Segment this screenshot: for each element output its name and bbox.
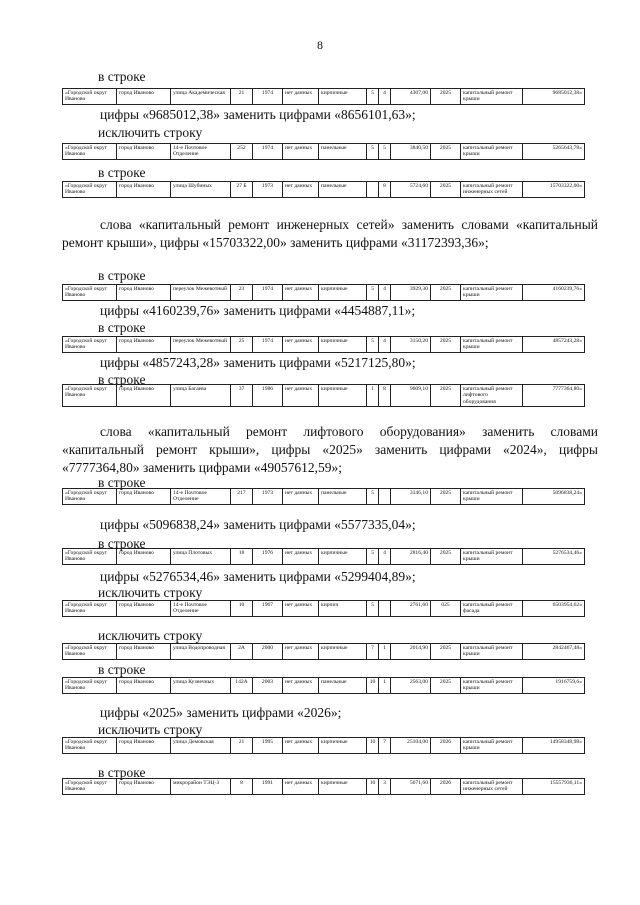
cell-year-renovated: нет данных bbox=[283, 385, 319, 407]
cell-planned-year: 2025 bbox=[431, 182, 461, 198]
cell-house-number: 37 bbox=[231, 385, 253, 407]
cell-entrances: 8 bbox=[379, 385, 391, 407]
cell-planned-year: 2025 bbox=[431, 385, 461, 407]
cell-municipality: «Городской округ Иваново bbox=[63, 644, 117, 660]
cell-work-type: капитальный ремонт фасада bbox=[461, 601, 523, 617]
table-row-cells bbox=[63, 489, 585, 505]
cell-wall-material: кирпичные bbox=[319, 89, 367, 105]
table-row bbox=[62, 600, 585, 617]
cell-floors bbox=[367, 182, 379, 198]
cell-year-renovated: нет данных bbox=[283, 285, 319, 301]
cell-floors: 5 bbox=[367, 489, 379, 505]
cell-wall-material: кирпичные bbox=[319, 337, 367, 353]
cell-wall-material: кирпичные bbox=[319, 549, 367, 565]
cell-year-renovated: нет данных bbox=[283, 182, 319, 198]
cell-planned-year: 2025 bbox=[431, 89, 461, 105]
cell-settlement: город Иваново bbox=[117, 182, 171, 198]
cell-floors: 10 bbox=[367, 779, 379, 795]
instruction-label: исключить строку bbox=[98, 722, 203, 737]
cell-entrances: 7 bbox=[379, 738, 391, 754]
cell-year-built: 1991 bbox=[253, 779, 283, 795]
cell-planned-year: 2025 bbox=[431, 337, 461, 353]
cell-settlement: город Иваново bbox=[117, 285, 171, 301]
cell-work-type: капитальный ремонт инженерных сетей bbox=[461, 779, 523, 795]
cell-area: 5724,60 bbox=[391, 182, 431, 198]
cell-entrances: 1 bbox=[379, 644, 391, 660]
cell-floors: 5 bbox=[367, 601, 379, 617]
cell-floors: 5 bbox=[367, 89, 379, 105]
cell-settlement: город Иваново bbox=[117, 678, 171, 694]
cell-area: 9609,10 bbox=[391, 385, 431, 407]
instruction-label: исключить строку bbox=[98, 585, 203, 600]
cell-street: 14-е Почтовое Отделение bbox=[171, 601, 231, 617]
table-row bbox=[62, 548, 585, 565]
cell-entrances: 4 bbox=[379, 89, 391, 105]
cell-house-number: 21 bbox=[231, 738, 253, 754]
cell-year-renovated: нет данных bbox=[283, 678, 319, 694]
cell-planned-year: 2026 bbox=[431, 779, 461, 795]
cell-year-renovated: нет данных bbox=[283, 738, 319, 754]
cell-area: 2014,90 bbox=[391, 644, 431, 660]
cell-year-renovated: нет данных bbox=[283, 89, 319, 105]
table-row bbox=[62, 384, 585, 407]
table-row-cells bbox=[63, 644, 585, 660]
cell-entrances: 4 bbox=[379, 285, 391, 301]
cell-cost: 5276534,46» bbox=[523, 549, 585, 565]
cell-house-number: 8 bbox=[231, 779, 253, 795]
cell-settlement: город Иваново bbox=[117, 489, 171, 505]
table-row-cells bbox=[63, 285, 585, 301]
table-row-cells bbox=[63, 144, 585, 160]
cell-year-renovated: нет данных bbox=[283, 489, 319, 505]
cell-floors: 5 bbox=[367, 549, 379, 565]
cell-year-renovated: нет данных bbox=[283, 601, 319, 617]
instruction-paragraph: цифры «4857243,28» заменить цифрами «5217125,80»; bbox=[100, 355, 416, 370]
cell-wall-material: кирпичные bbox=[319, 285, 367, 301]
instruction-paragraph: цифры «2025» заменить цифрами «2026»; bbox=[100, 705, 342, 720]
cell-work-type: капитальный ремонт лифтового оборудования bbox=[461, 385, 523, 407]
cell-settlement: город Иваново bbox=[117, 779, 171, 795]
cell-wall-material: панельные bbox=[319, 678, 367, 694]
cell-year-renovated: нет данных bbox=[283, 337, 319, 353]
cell-work-type: капитальный ремонт крыши bbox=[461, 738, 523, 754]
cell-entrances: 1 bbox=[379, 678, 391, 694]
instruction-paragraph: цифры «5276534,46» заменить цифрами «5299404,89»; bbox=[100, 569, 416, 584]
cell-entrances: 5 bbox=[379, 144, 391, 160]
cell-municipality: «Городской округ Иваново bbox=[63, 779, 117, 795]
cell-area: 3150,20 bbox=[391, 337, 431, 353]
cell-cost: 4160239,76» bbox=[523, 285, 585, 301]
cell-house-number: 252 bbox=[231, 144, 253, 160]
cell-wall-material: кирпичные bbox=[319, 738, 367, 754]
cell-floors: 5 bbox=[367, 285, 379, 301]
cell-year-built: 1974 bbox=[253, 285, 283, 301]
cell-work-type: капитальный ремонт крыши bbox=[461, 89, 523, 105]
instruction-paragraph: цифры «9685012,38» заменить цифрами «8656101,63»; bbox=[100, 107, 416, 122]
table-row bbox=[62, 181, 585, 198]
instruction-label: в строке bbox=[98, 69, 146, 84]
cell-wall-material: панельные bbox=[319, 144, 367, 160]
cell-work-type: капитальный ремонт крыши bbox=[461, 644, 523, 660]
cell-year-built: 1974 bbox=[253, 89, 283, 105]
cell-wall-material: панельные bbox=[319, 182, 367, 198]
cell-year-built: 1995 bbox=[253, 738, 283, 754]
cell-year-renovated: нет данных bbox=[283, 644, 319, 660]
table-row bbox=[62, 778, 585, 795]
cell-cost: 14958348,98» bbox=[523, 738, 585, 754]
cell-planned-year: 2025 bbox=[431, 678, 461, 694]
cell-year-built: 1967 bbox=[253, 601, 283, 617]
cell-year-renovated: нет данных bbox=[283, 779, 319, 795]
cell-entrances bbox=[379, 601, 391, 617]
cell-year-built: 1973 bbox=[253, 489, 283, 505]
instruction-label: в строке bbox=[98, 765, 146, 780]
table-row-cells bbox=[63, 601, 585, 617]
table-row-cells bbox=[63, 385, 585, 407]
cell-municipality: «Городской округ Иваново bbox=[63, 738, 117, 754]
cell-planned-year: 025 bbox=[431, 601, 461, 617]
cell-wall-material: кирпичные bbox=[319, 644, 367, 660]
cell-cost: 9685012,38» bbox=[523, 89, 585, 105]
instruction-paragraph: слова «капитальный ремонт инженерных сетей» заменить словами «капитальный ремонт крыши», цифры «15703322,00» заменить цифрами «31172393,36»; bbox=[62, 217, 598, 250]
cell-area: 4307,00 bbox=[391, 89, 431, 105]
cell-street: микрорайон ТЭЦ-3 bbox=[171, 779, 231, 795]
cell-street: улица Плотовых bbox=[171, 549, 231, 565]
cell-year-built: 2003 bbox=[253, 678, 283, 694]
cell-municipality: «Городской округ Иваново bbox=[63, 285, 117, 301]
cell-work-type: капитальный ремонт крыши bbox=[461, 678, 523, 694]
cell-settlement: город Иваново bbox=[117, 89, 171, 105]
cell-area: 2563,00 bbox=[391, 678, 431, 694]
cell-settlement: город Иваново bbox=[117, 644, 171, 660]
cell-wall-material: панельные bbox=[319, 489, 367, 505]
table-row-cells bbox=[63, 779, 585, 795]
cell-entrances bbox=[379, 489, 391, 505]
table-row-cells bbox=[63, 549, 585, 565]
cell-municipality: «Городской округ Иваново bbox=[63, 678, 117, 694]
cell-area: 2761,60 bbox=[391, 601, 431, 617]
cell-cost: 6503954,62» bbox=[523, 601, 585, 617]
cell-settlement: город Иваново bbox=[117, 337, 171, 353]
cell-area: 2816,40 bbox=[391, 549, 431, 565]
cell-house-number: 27 Б bbox=[231, 182, 253, 198]
cell-entrances: 4 bbox=[379, 337, 391, 353]
cell-settlement: город Иваново bbox=[117, 738, 171, 754]
cell-planned-year: 2025 bbox=[431, 549, 461, 565]
cell-floors: 10 bbox=[367, 738, 379, 754]
instruction-label: исключить строку bbox=[98, 125, 203, 140]
cell-year-built: 1974 bbox=[253, 337, 283, 353]
table-row bbox=[62, 677, 585, 694]
cell-house-number: 2А bbox=[231, 644, 253, 660]
cell-wall-material: кирпичные bbox=[319, 385, 367, 407]
cell-municipality: «Городской округ Иваново bbox=[63, 337, 117, 353]
instruction-paragraph: цифры «5096838,24» заменить цифрами «5577335,04»; bbox=[100, 517, 416, 532]
cell-year-built: 1973 bbox=[253, 182, 283, 198]
table-row bbox=[62, 737, 585, 754]
cell-cost: 7777364,80» bbox=[523, 385, 585, 407]
instruction-paragraph: слова «капитальный ремонт лифтового оборудования» заменить словами «капитальный ремонт крыши», цифры «2025» заменить цифрами «2024», цифры «7777364,80» заменить цифрами «49057612,59»; bbox=[62, 424, 598, 475]
cell-street: улица Демовская bbox=[171, 738, 231, 754]
cell-municipality: «Городской округ Иваново bbox=[63, 601, 117, 617]
cell-house-number: 18 bbox=[231, 549, 253, 565]
cell-street: улица Багаева bbox=[171, 385, 231, 407]
cell-cost: 5096838,24» bbox=[523, 489, 585, 505]
cell-year-built: 1976 bbox=[253, 549, 283, 565]
cell-house-number: 25 bbox=[231, 337, 253, 353]
cell-planned-year: 2025 bbox=[431, 285, 461, 301]
cell-settlement: город Иваново bbox=[117, 549, 171, 565]
cell-cost: 1916759,6» bbox=[523, 678, 585, 694]
cell-work-type: капитальный ремонт крыши bbox=[461, 144, 523, 160]
cell-street: переулок Межевотный bbox=[171, 337, 231, 353]
cell-work-type: капитальный ремонт крыши bbox=[461, 549, 523, 565]
instruction-label: в строке bbox=[98, 536, 146, 551]
instruction-label: в строке bbox=[98, 475, 146, 490]
cell-settlement: город Иваново bbox=[117, 601, 171, 617]
cell-house-number: 23 bbox=[231, 285, 253, 301]
cell-house-number: 10 bbox=[231, 601, 253, 617]
cell-municipality: «Городской округ Иваново bbox=[63, 549, 117, 565]
cell-work-type: капитальный ремонт инженерных сетей bbox=[461, 182, 523, 198]
cell-area: 3929,30 bbox=[391, 285, 431, 301]
cell-year-renovated: нет данных bbox=[283, 144, 319, 160]
cell-house-number: 217 bbox=[231, 489, 253, 505]
cell-year-built: 1974 bbox=[253, 144, 283, 160]
cell-area: 5671,60 bbox=[391, 779, 431, 795]
cell-planned-year: 2025 bbox=[431, 644, 461, 660]
cell-street: 14-е Почтовое Отделение bbox=[171, 144, 231, 160]
table-row-cells bbox=[63, 337, 585, 353]
cell-planned-year: 2025 bbox=[431, 489, 461, 505]
cell-street: улица Водопроводная bbox=[171, 644, 231, 660]
cell-work-type: капитальный ремонт крыши bbox=[461, 489, 523, 505]
cell-cost: 2842467,48» bbox=[523, 644, 585, 660]
instruction-label: в строке bbox=[98, 268, 146, 283]
cell-municipality: «Городской округ Иваново bbox=[63, 144, 117, 160]
table-row-cells bbox=[63, 182, 585, 198]
table-row bbox=[62, 143, 585, 160]
cell-municipality: «Городской округ Иваново bbox=[63, 182, 117, 198]
cell-planned-year: 2025 bbox=[431, 144, 461, 160]
cell-work-type: капитальный ремонт крыши bbox=[461, 285, 523, 301]
cell-planned-year: 2026 bbox=[431, 738, 461, 754]
instruction-label: в строке bbox=[98, 165, 146, 180]
cell-floors: 10 bbox=[367, 678, 379, 694]
cell-floors: 1 bbox=[367, 385, 379, 407]
cell-street: улица Кузнечных bbox=[171, 678, 231, 694]
cell-area: 3146,10 bbox=[391, 489, 431, 505]
cell-settlement: город Иваново bbox=[117, 385, 171, 407]
cell-municipality: «Городской округ Иваново bbox=[63, 385, 117, 407]
cell-floors: 7 bbox=[367, 644, 379, 660]
cell-cost: 15557936,11» bbox=[523, 779, 585, 795]
instruction-label: в строке bbox=[98, 662, 146, 677]
cell-municipality: «Городской округ Иваново bbox=[63, 489, 117, 505]
cell-entrances: 8 bbox=[379, 182, 391, 198]
cell-year-renovated: нет данных bbox=[283, 549, 319, 565]
cell-house-number: 142А bbox=[231, 678, 253, 694]
cell-settlement: город Иваново bbox=[117, 144, 171, 160]
cell-work-type: капитальный ремонт крыши bbox=[461, 337, 523, 353]
cell-municipality: «Городской округ Иваново bbox=[63, 89, 117, 105]
cell-year-built: 1986 bbox=[253, 385, 283, 407]
cell-wall-material: кирпичные bbox=[319, 779, 367, 795]
table-row bbox=[62, 88, 585, 105]
table-row-cells bbox=[63, 89, 585, 105]
cell-year-built: 2000 bbox=[253, 644, 283, 660]
instruction-label: в строке bbox=[98, 320, 146, 335]
page-number: 8 bbox=[317, 38, 323, 52]
instruction-label: исключить строку bbox=[98, 628, 203, 643]
instruction-paragraph: цифры «4160239,76» заменить цифрами «4454887,11»; bbox=[100, 303, 416, 318]
table-row-cells bbox=[63, 738, 585, 754]
cell-cost: 15703322,00» bbox=[523, 182, 585, 198]
cell-cost: 5265643,78» bbox=[523, 144, 585, 160]
cell-street: улица Шубиных bbox=[171, 182, 231, 198]
cell-area: 25104,00 bbox=[391, 738, 431, 754]
cell-house-number: 21 bbox=[231, 89, 253, 105]
table-row-cells bbox=[63, 678, 585, 694]
cell-floors: 5 bbox=[367, 337, 379, 353]
table-row bbox=[62, 336, 585, 353]
cell-entrances: 3 bbox=[379, 779, 391, 795]
cell-wall-material: кирпич bbox=[319, 601, 367, 617]
cell-entrances: 4 bbox=[379, 549, 391, 565]
cell-street: 14-е Почтовое Отделение bbox=[171, 489, 231, 505]
cell-area: 3840,50 bbox=[391, 144, 431, 160]
table-row bbox=[62, 284, 585, 301]
cell-street: улица Академическая bbox=[171, 89, 231, 105]
cell-street: переулок Межевотный bbox=[171, 285, 231, 301]
instruction-label: в строке bbox=[98, 372, 146, 387]
cell-floors: 5 bbox=[367, 144, 379, 160]
cell-cost: 4857243,28» bbox=[523, 337, 585, 353]
table-row bbox=[62, 488, 585, 505]
table-row bbox=[62, 643, 585, 660]
